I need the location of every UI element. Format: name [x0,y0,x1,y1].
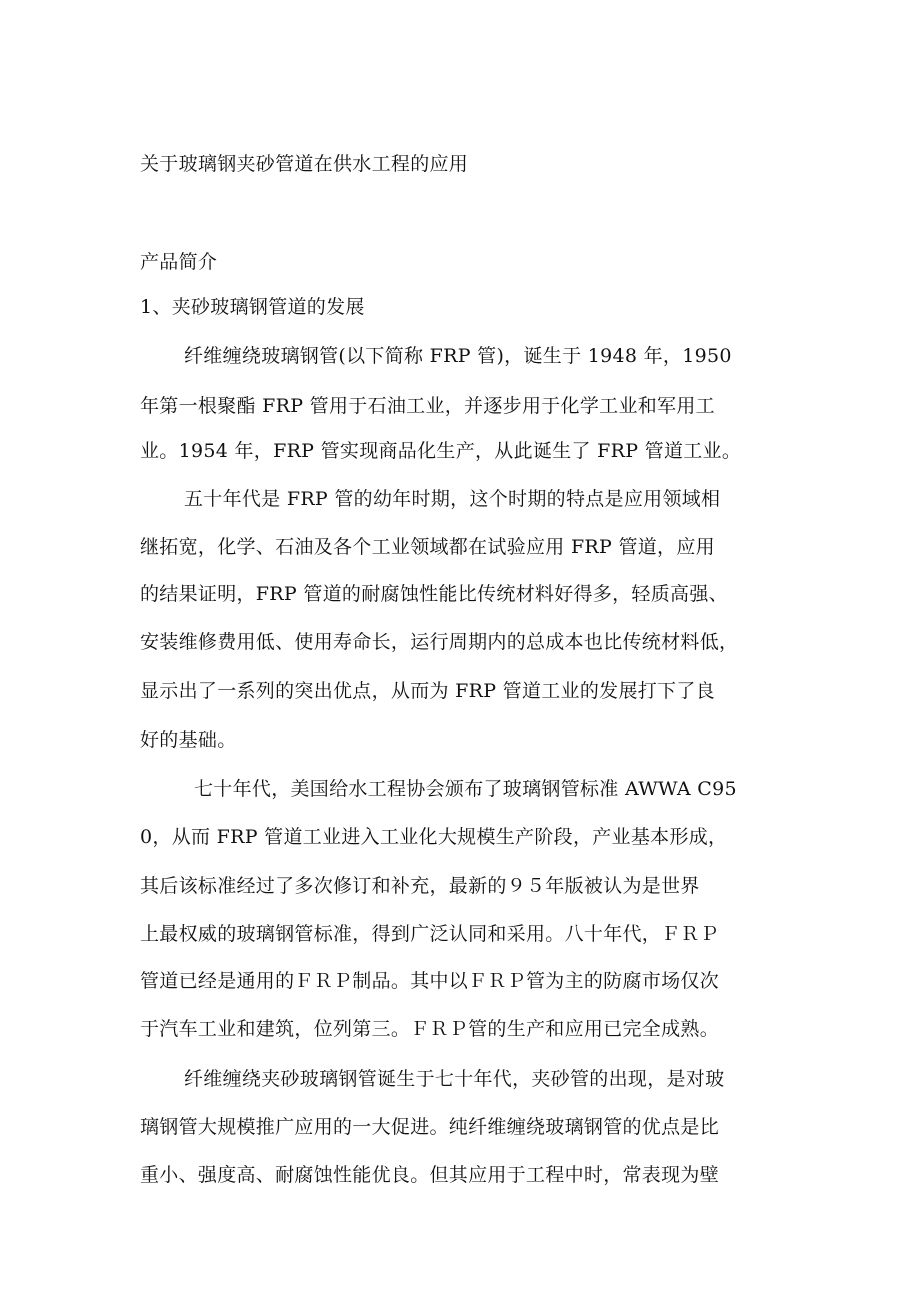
paragraph-line: 七十年代，美国给水工程协会颁布了玻璃钢管标准 AWWA C95 [194,778,737,800]
paragraph-line: 璃钢管大规模推广应用的一大促进。纯纤维缠绕玻璃钢管的优点是比 [140,1116,720,1138]
paragraph-line: 管道已经是通用的ＦＲＰ制品。其中以ＦＲＰ管为主的防腐市场仅次 [140,970,720,992]
paragraph-line: 安装维修费用低、使用寿命长，运行周期内的总成本也比传统材料低， [140,631,739,653]
subsection-heading: 1、夹砂玻璃钢管道的发展 [140,296,365,318]
paragraph-line: 其后该标准经过了多次修订和补充，最新的９５年版被认为是世界 [140,875,700,897]
paragraph-line: 年第一根聚酯 FRP 管用于石油工业，并逐步用于化学工业和军用工 [140,395,715,417]
section-heading: 产品简介 [140,251,218,273]
document-title: 关于玻璃钢夹砂管道在供水工程的应用 [140,153,469,175]
paragraph-line: 五十年代是 FRP 管的幼年时期，这个时期的特点是应用领域相 [184,488,721,510]
paragraph-line: 重小、强度高、耐腐蚀性能优良。但其应用于工程中时，常表现为壁 [140,1164,720,1186]
paragraph-line: 于汽车工业和建筑，位列第三。ＦＲＰ管的生产和应用已完全成熟。 [140,1018,720,1040]
paragraph-line: 0，从而 FRP 管道工业进入工业化大规模生产阶段，产业基本形成， [140,826,728,848]
paragraph-line: 纤维缠绕玻璃钢管(以下简称 FRP 管)，诞生于 1948 年，1950 [184,345,732,367]
paragraph-line: 好的基础。 [140,729,237,751]
paragraph-line: 继拓宽，化学、石油及各个工业领域都在试验应用 FRP 管道，应用 [140,536,715,558]
paragraph-line: 业。1954 年，FRP 管实现商品化生产，从此诞生了 FRP 管道工业。 [140,440,742,462]
paragraph-line: 的结果证明，FRP 管道的耐腐蚀性能比传统材料好得多，轻质高强、 [140,583,728,605]
paragraph-line: 显示出了一系列的突出优点，从而为 FRP 管道工业的发展打下了良 [140,680,715,702]
paragraph-line: 纤维缠绕夹砂玻璃钢管诞生于七十年代，夹砂管的出现，是对玻 [184,1068,725,1090]
paragraph-line: 上最权威的玻璃钢管标准，得到广泛认同和采用。八十年代，ＦＲＰ [140,923,720,945]
